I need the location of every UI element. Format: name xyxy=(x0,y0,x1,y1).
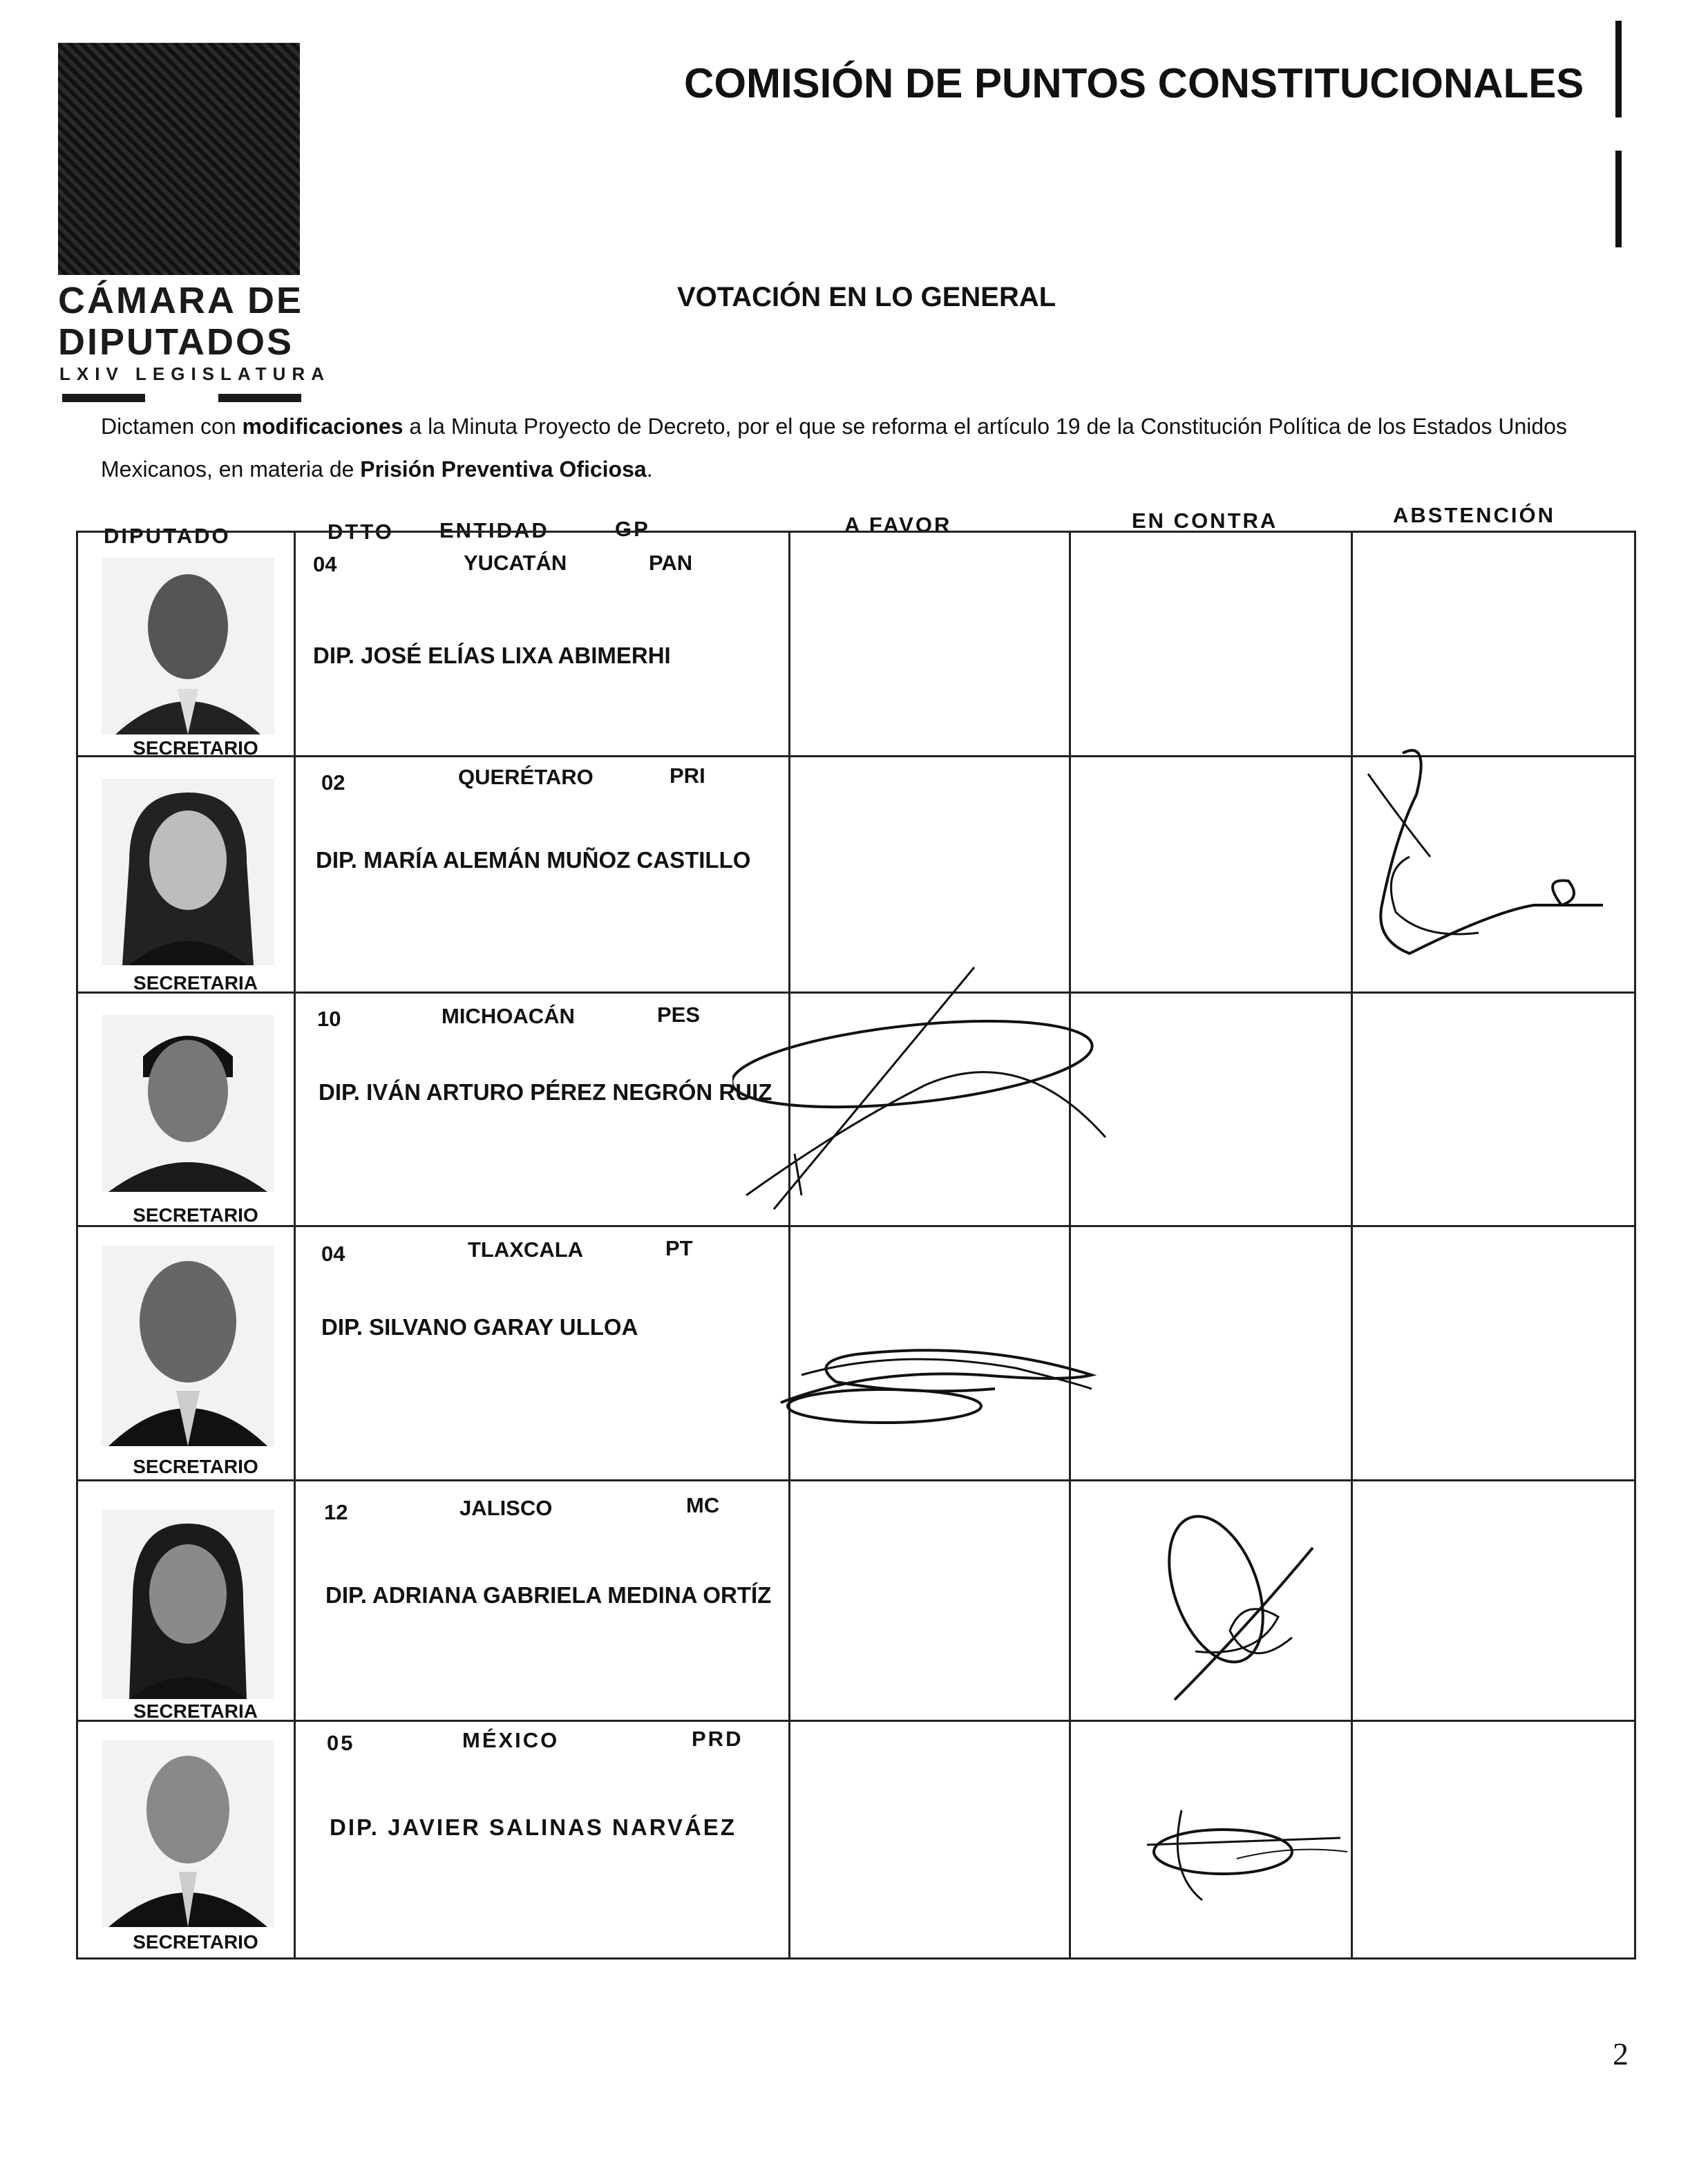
dtto-value: 05 xyxy=(327,1731,355,1755)
deputy-photo xyxy=(102,779,274,965)
deputy-role: SECRETARIA xyxy=(133,1700,258,1722)
description-text: Dictamen con xyxy=(101,414,243,439)
table-row xyxy=(78,533,1634,759)
col-header-entidad: ENTIDAD xyxy=(439,518,549,542)
signature-favor-row3 xyxy=(732,960,1119,1223)
entidad-value: YUCATÁN xyxy=(464,551,567,575)
table-row xyxy=(78,1479,1634,1720)
signature-favor-row4 xyxy=(774,1327,1106,1430)
entidad-value: QUERÉTARO xyxy=(458,765,594,789)
deputy-role: SECRETARIO xyxy=(133,1456,258,1477)
edge-mark-top xyxy=(1615,21,1622,117)
deputy-role: SECRETARIO xyxy=(133,1204,258,1226)
page-number: 2 xyxy=(1613,2036,1629,2071)
dtto-value: 04 xyxy=(321,1242,345,1266)
logo-text-line1: CÁMARA DE xyxy=(58,280,303,321)
description-text: a la Minuta Proyecto de Decreto, por el que se reforma el artículo 19 de la Constitución Política de los Estados Unidos Mexicanos, en materia de xyxy=(101,414,1567,482)
col-header-dtto: DTTO xyxy=(328,520,394,544)
deputy-name: DIP. MARÍA ALEMÁN MUÑOZ CASTILLO xyxy=(316,847,751,873)
col-header-en-contra: EN CONTRA xyxy=(1132,509,1278,533)
deputy-name: DIP. JOSÉ ELÍAS LIXA ABIMERHI xyxy=(313,643,671,668)
entidad-value: MÉXICO xyxy=(462,1728,560,1752)
gp-value: PES xyxy=(657,1003,701,1027)
entidad-value: JALISCO xyxy=(459,1496,553,1520)
col-header-gp: GP xyxy=(615,517,650,541)
deputy-photo xyxy=(102,1015,274,1192)
deputy-name: DIP. ADRIANA GABRIELA MEDINA ORTÍZ xyxy=(325,1582,772,1608)
logo-underline-right xyxy=(218,394,301,402)
gp-value: PRD xyxy=(692,1727,743,1751)
logo-underline-left xyxy=(62,394,145,402)
dtto-value: 02 xyxy=(321,770,345,795)
deputy-name: DIP. JAVIER SALINAS NARVÁEZ xyxy=(330,1814,737,1840)
col-header-a-favor: A FAVOR xyxy=(844,513,952,537)
edge-mark-bottom xyxy=(1615,151,1622,247)
gp-value: PAN xyxy=(649,551,693,575)
gp-value: PRI xyxy=(670,763,705,788)
entidad-value: MICHOACÁN xyxy=(442,1004,575,1028)
table-row xyxy=(78,1720,1634,1962)
description-emphasis: Prisión Preventiva Oficiosa xyxy=(360,457,647,482)
deputy-role: SECRETARIO xyxy=(133,737,258,759)
col-header-abstencion: ABSTENCIÓN xyxy=(1393,503,1555,527)
commission-title: COMISIÓN DE PUNTOS CONSTITUCIONALES xyxy=(684,60,1584,106)
signature-contra-row6 xyxy=(1140,1796,1361,1907)
camara-logo-emblem xyxy=(58,43,300,275)
deputy-photo xyxy=(102,1510,274,1699)
deputy-photo xyxy=(102,1246,274,1446)
dtto-value: 10 xyxy=(317,1007,341,1031)
dictamen-description xyxy=(101,405,1621,491)
col-header-diputado: DIPUTADO xyxy=(104,524,231,548)
gp-value: MC xyxy=(686,1493,720,1517)
deputy-photo xyxy=(102,558,274,734)
vote-type-title: VOTACIÓN EN LO GENERAL xyxy=(677,282,1056,312)
dtto-value: 04 xyxy=(313,552,337,576)
signature-abstencion-row2 xyxy=(1354,732,1644,981)
deputy-role: SECRETARIO xyxy=(133,1931,258,1953)
logo-text-line3: LXIV LEGISLATURA xyxy=(59,363,330,384)
logo-text-line2: DIPUTADOS xyxy=(58,321,294,363)
entidad-value: TLAXCALA xyxy=(468,1237,584,1262)
gp-value: PT xyxy=(665,1236,693,1260)
deputy-photo xyxy=(102,1740,274,1927)
dtto-value: 12 xyxy=(324,1500,348,1524)
deputy-name: DIP. SILVANO GARAY ULLOA xyxy=(321,1314,638,1340)
description-text: . xyxy=(646,457,653,482)
description-emphasis: modificaciones xyxy=(242,414,404,439)
deputy-name: DIP. IVÁN ARTURO PÉREZ NEGRÓN RUIZ xyxy=(319,1079,772,1105)
deputy-role: SECRETARIA xyxy=(133,972,258,994)
signature-contra-row5 xyxy=(1140,1513,1361,1714)
